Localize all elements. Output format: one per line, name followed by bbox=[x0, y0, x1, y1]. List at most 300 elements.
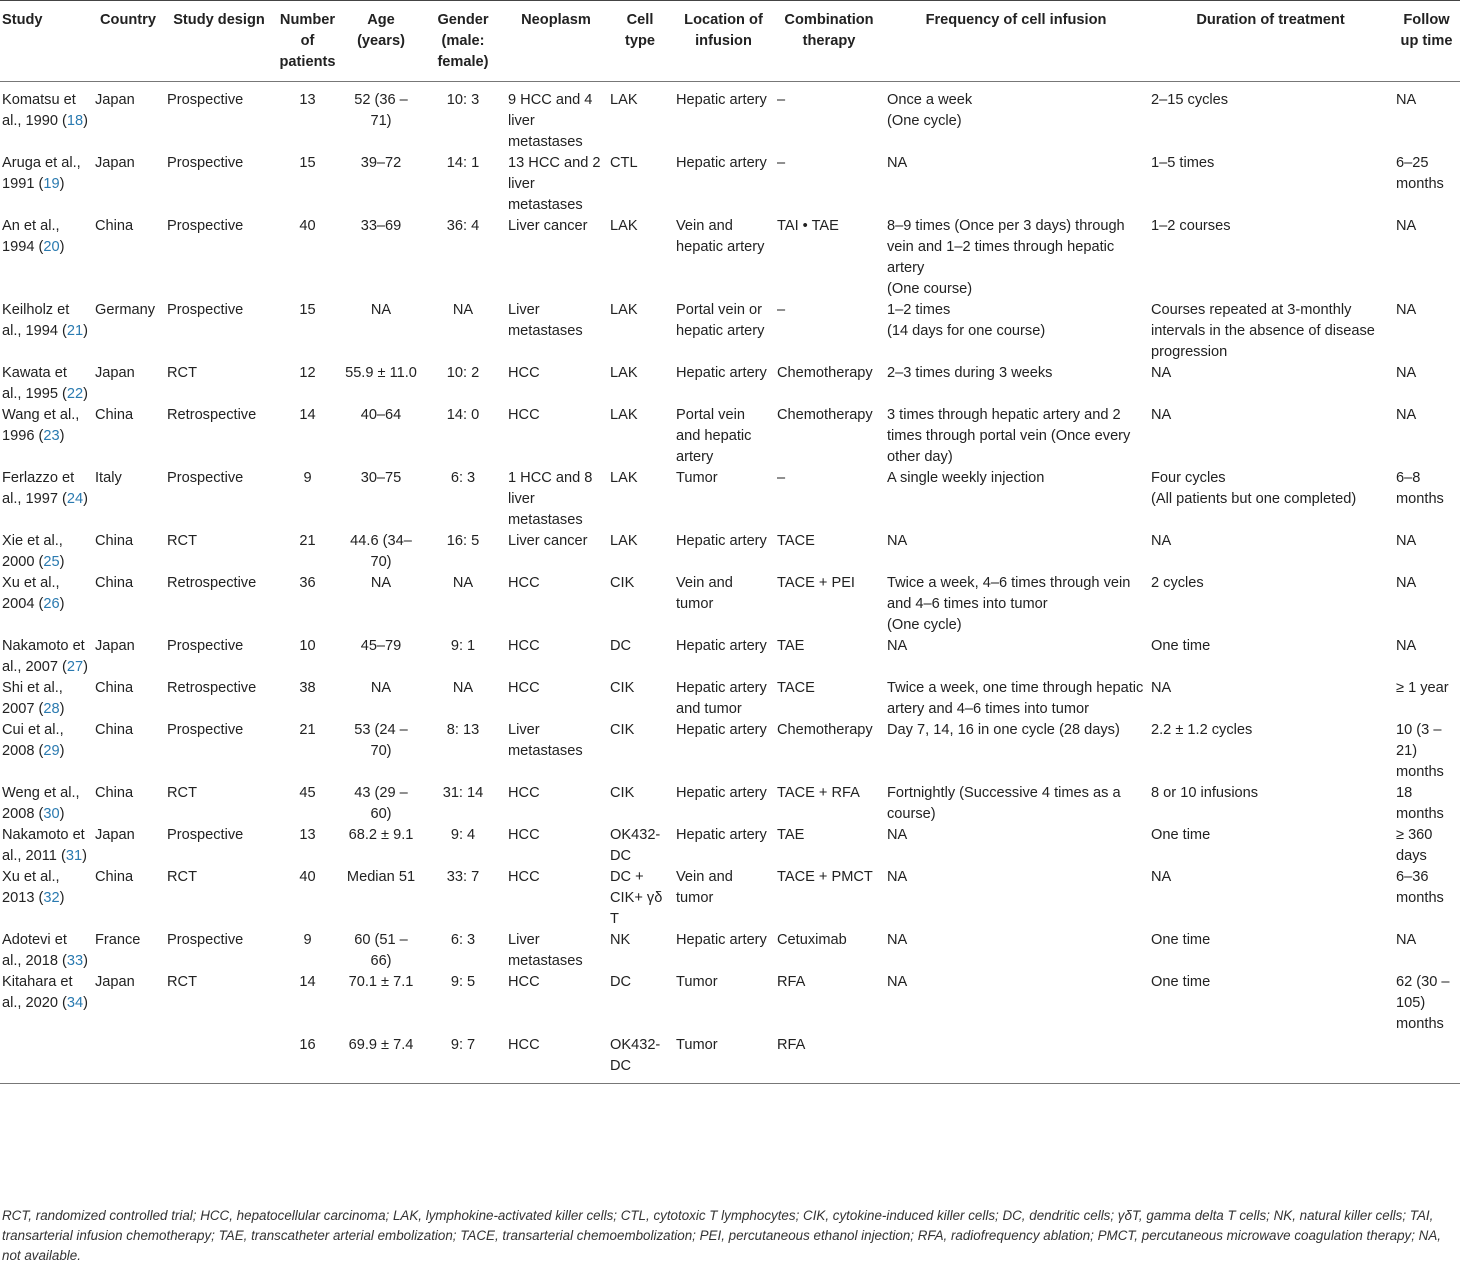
cell-location: Hepatic artery bbox=[676, 365, 767, 381]
cell-gender: 6: 3 bbox=[450, 932, 476, 948]
cell-combo: Chemotherapy bbox=[777, 365, 873, 381]
cell-n: 21 bbox=[299, 722, 316, 738]
cell-duration: 8 or 10 infusions bbox=[1151, 785, 1259, 801]
cell-cell: LAK bbox=[610, 92, 638, 108]
col-header: Study bbox=[0, 1, 92, 82]
study-name: Xie et al., 2000 bbox=[2, 533, 63, 570]
cell-n: 14 bbox=[299, 407, 316, 423]
cell-country: France bbox=[95, 932, 141, 948]
cell-age: NA bbox=[370, 680, 392, 696]
cell-design: RCT bbox=[167, 974, 197, 990]
cell-neoplasm: Liver metastases bbox=[508, 302, 583, 339]
cell-design: Prospective bbox=[167, 92, 244, 108]
col-header: Study design bbox=[164, 1, 274, 82]
cell-neoplasm: 9 HCC and 4 liver metastases bbox=[508, 92, 593, 150]
cell-frequency: A single weekly injection bbox=[887, 470, 1045, 486]
cell-n: 13 bbox=[299, 827, 316, 843]
cell-gender: 33: 7 bbox=[446, 869, 480, 885]
cell-cell: CIK bbox=[610, 575, 635, 591]
cell-gender: 6: 3 bbox=[450, 470, 476, 486]
cell-gender: 9: 5 bbox=[450, 974, 476, 990]
cell-cell: DC bbox=[610, 974, 632, 990]
cell-country bbox=[92, 1035, 164, 1084]
cell-gender: 9: 4 bbox=[450, 827, 476, 843]
cell-neoplasm: Liver metastases bbox=[508, 722, 583, 759]
reference-link[interactable]: 24 bbox=[66, 491, 84, 507]
cell-age: 69.9 ± 7.4 bbox=[341, 1035, 421, 1084]
cell-age: 39–72 bbox=[360, 155, 402, 171]
cell-study: Shi et al., 2007 (28) bbox=[2, 680, 65, 717]
cell-age: 55.9 ± 11.0 bbox=[345, 365, 417, 381]
cell-location: Hepatic artery bbox=[676, 155, 767, 171]
table-footnote: RCT, randomized controlled trial; HCC, hepatocellular carcinoma; LAK, lymphokine-activated killer cells; CTL, cytotoxic T lymphocytes; CIK, cytokine-induced killer cells; DC, dendritic cells; γδT, gamma delta T cells; NK, natural killer cells; TAI, transarterial infusion chemotherapy; TAE, transcatheter arterial embolization; TACE, transarterial chemoembolization; PEI, percutaneous ethanol injection; RFA, radiofrequency ablation; PMCT, percutaneous microwave coagulation therapy; NA, not available. bbox=[2, 1208, 1441, 1263]
cell-combo: RFA bbox=[774, 1035, 884, 1084]
cell-frequency: NA bbox=[887, 638, 908, 654]
cell-country: Japan bbox=[95, 827, 135, 843]
cell-combo: – bbox=[777, 302, 786, 318]
cell-duration: One time bbox=[1151, 638, 1211, 654]
cell-country: China bbox=[95, 869, 134, 885]
cell-frequency: 8–9 times (Once per 3 days) through vein and 1–2 times through hepatic artery (One course) bbox=[887, 218, 1125, 297]
cell-country: China bbox=[95, 575, 134, 591]
cell-cell: LAK bbox=[610, 218, 638, 234]
cell-gender: 9: 1 bbox=[450, 638, 476, 654]
cell-cell: LAK bbox=[610, 407, 638, 423]
cell-followup: NA bbox=[1396, 638, 1417, 654]
cell-country: China bbox=[95, 680, 134, 696]
cell-followup: ≥ 360 days bbox=[1396, 827, 1433, 864]
cell-age: 60 (51 –66) bbox=[354, 932, 408, 969]
cell-combo: – bbox=[777, 92, 786, 108]
cell-frequency: Once a week (One cycle) bbox=[887, 92, 973, 129]
cell-gender: 10: 3 bbox=[446, 92, 480, 108]
cell-location: Portal vein or hepatic artery bbox=[676, 302, 765, 339]
col-header: Country bbox=[92, 1, 164, 82]
cell-location: Hepatic artery bbox=[676, 92, 767, 108]
cell-frequency bbox=[884, 1035, 1148, 1084]
cell-gender: 36: 4 bbox=[446, 218, 480, 234]
cell-n: 45 bbox=[299, 785, 316, 801]
reference-link[interactable]: 23 bbox=[43, 428, 60, 444]
cell-design: Prospective bbox=[167, 932, 244, 948]
study-name: Wang et al., 1996 bbox=[2, 407, 80, 444]
cell-followup: NA bbox=[1396, 407, 1417, 423]
col-header: Gender (male: female) bbox=[421, 1, 505, 82]
cell-age: 53 (24 –70) bbox=[354, 722, 408, 759]
cell-frequency: NA bbox=[887, 533, 908, 549]
cell-study: Ferlazzo et al., 1997 (24) bbox=[2, 470, 89, 507]
cell-gender: 14: 1 bbox=[446, 155, 480, 171]
cell-followup: NA bbox=[1396, 92, 1417, 108]
cell-combo: TACE + RFA bbox=[777, 785, 860, 801]
cell-neoplasm: 1 HCC and 8 liver metastases bbox=[508, 470, 593, 528]
cell-design: Prospective bbox=[167, 470, 244, 486]
study-name: Weng et al., 2008 bbox=[2, 785, 80, 822]
cell-cell: DC + CIK+ γδ T bbox=[610, 869, 663, 927]
cell-age: 68.2 ± 9.1 bbox=[348, 827, 414, 843]
study-name: Cui et al., 2008 bbox=[2, 722, 64, 759]
cell-combo: RFA bbox=[777, 974, 806, 990]
table-row bbox=[0, 573, 1460, 636]
cell-neoplasm: Liver metastases bbox=[508, 932, 583, 969]
cell-cell: LAK bbox=[610, 302, 638, 318]
col-header: Follow up time bbox=[1393, 1, 1460, 82]
cell-gender: NA bbox=[452, 302, 474, 318]
table-row bbox=[0, 468, 1460, 531]
cell-design: Prospective bbox=[167, 155, 244, 171]
cell-neoplasm: HCC bbox=[508, 680, 540, 696]
reference-link[interactable]: 19 bbox=[43, 176, 60, 192]
cell-cell: LAK bbox=[610, 365, 638, 381]
cell-country: China bbox=[95, 407, 134, 423]
study-name: Ferlazzo et al., 1997 bbox=[2, 470, 75, 507]
cell-n: 38 bbox=[299, 680, 316, 696]
cell-design: Prospective bbox=[167, 827, 244, 843]
cell-study: Xie et al., 2000 (25) bbox=[2, 533, 65, 570]
cell-location: Vein and hepatic artery bbox=[676, 218, 765, 255]
table-row bbox=[0, 1035, 1460, 1084]
cell-design: Retrospective bbox=[167, 575, 257, 591]
cell-frequency: NA bbox=[887, 827, 908, 843]
study-name: Keilholz et al., 1994 bbox=[2, 302, 70, 339]
cell-design: Prospective bbox=[167, 722, 244, 738]
cell-frequency: Twice a week, 4–6 times through vein and 4–6 times into tumor (One cycle) bbox=[887, 575, 1131, 633]
cell-neoplasm: HCC bbox=[508, 365, 540, 381]
cell-study: An et al., 1994 (20) bbox=[2, 218, 65, 255]
cell-neoplasm: HCC bbox=[508, 974, 540, 990]
cell-duration: NA bbox=[1151, 869, 1172, 885]
table-row bbox=[0, 405, 1460, 468]
cell-study: Weng et al., 2008 (30) bbox=[2, 785, 80, 822]
cell-gender: 9: 7 bbox=[421, 1035, 505, 1084]
col-header: Neoplasm bbox=[505, 1, 607, 82]
cell-country: Japan bbox=[95, 92, 135, 108]
reference-link[interactable]: 29 bbox=[43, 743, 60, 759]
table-body bbox=[0, 82, 1460, 1084]
study-name: Xu et al., 2013 bbox=[2, 869, 60, 906]
cell-study bbox=[0, 1035, 92, 1084]
cell-duration: NA bbox=[1151, 407, 1172, 423]
cell-n: 14 bbox=[299, 974, 316, 990]
cell-age: NA bbox=[370, 575, 392, 591]
cell-design: Prospective bbox=[167, 638, 244, 654]
cell-study: Xu et al., 2013 (32) bbox=[2, 869, 65, 906]
cell-frequency: NA bbox=[887, 155, 908, 171]
cell-design: Retrospective bbox=[167, 680, 257, 696]
reference-link[interactable]: 18 bbox=[66, 113, 84, 129]
reference-link[interactable]: 27 bbox=[66, 659, 84, 675]
cell-country: Germany bbox=[95, 302, 156, 318]
col-header: Age (years) bbox=[341, 1, 421, 82]
cell-study: Xu et al., 2004 (26) bbox=[2, 575, 65, 612]
cell-neoplasm: HCC bbox=[508, 869, 540, 885]
cell-country: Japan bbox=[95, 365, 135, 381]
table-row bbox=[0, 531, 1460, 573]
cell-study: Kawata et al., 1995 (22) bbox=[2, 365, 89, 402]
cell-age: Median 51 bbox=[346, 869, 416, 885]
col-header: Frequency of cell infusion bbox=[884, 1, 1148, 82]
table-row bbox=[0, 972, 1460, 1035]
cell-duration: NA bbox=[1151, 365, 1172, 381]
cell-combo: Chemotherapy bbox=[777, 722, 873, 738]
cell-frequency: NA bbox=[887, 932, 908, 948]
reference-link[interactable]: 32 bbox=[43, 890, 60, 906]
cell-combo: Chemotherapy bbox=[777, 407, 873, 423]
cell-combo: TACE + PEI bbox=[777, 575, 855, 591]
cell-neoplasm: HCC bbox=[508, 785, 540, 801]
cell-duration: Four cycles (All patients but one completed) bbox=[1151, 470, 1357, 507]
cell-n: 21 bbox=[299, 533, 316, 549]
col-header: Location of infusion bbox=[673, 1, 774, 82]
cell-location: Tumor bbox=[673, 1035, 774, 1084]
cell-gender: NA bbox=[452, 575, 474, 591]
cell-neoplasm: 13 HCC and 2 liver metastases bbox=[508, 155, 601, 213]
cell-location: Hepatic artery bbox=[676, 827, 767, 843]
study-name: Nakamoto et al., 2011 bbox=[2, 827, 85, 864]
cell-country: China bbox=[95, 722, 134, 738]
table-row bbox=[0, 678, 1460, 720]
cell-duration: NA bbox=[1151, 680, 1172, 696]
reference-link[interactable]: 28 bbox=[43, 701, 60, 717]
cell-frequency: NA bbox=[887, 974, 908, 990]
cell-location: Hepatic artery bbox=[676, 785, 767, 801]
cell-followup: 6–36 months bbox=[1396, 869, 1444, 906]
cell-age: 70.1 ± 7.1 bbox=[348, 974, 414, 990]
cell-neoplasm: HCC bbox=[508, 575, 540, 591]
cell-duration: 1–5 times bbox=[1151, 155, 1215, 171]
cell-followup: NA bbox=[1396, 365, 1417, 381]
cell-followup bbox=[1393, 1035, 1460, 1084]
cell-combo: TAI • TAE bbox=[777, 218, 839, 234]
cell-age: 33–69 bbox=[360, 218, 402, 234]
cell-duration: One time bbox=[1151, 932, 1211, 948]
reference-link[interactable]: 21 bbox=[66, 323, 84, 339]
study-name: Komatsu et al., 1990 bbox=[2, 92, 76, 129]
cell-location: Hepatic artery bbox=[676, 638, 767, 654]
header-row bbox=[0, 1, 1460, 82]
cell-gender: 8: 13 bbox=[446, 722, 480, 738]
cell-n: 9 bbox=[303, 932, 312, 948]
cell-cell: OK432-DC bbox=[610, 827, 661, 864]
cell-neoplasm: Liver cancer bbox=[508, 533, 588, 549]
reference-link[interactable]: 34 bbox=[66, 995, 84, 1011]
cell-design: Retrospective bbox=[167, 407, 257, 423]
reference-link[interactable]: 20 bbox=[43, 239, 60, 255]
cell-age: 30–75 bbox=[360, 470, 402, 486]
cell-age: 52 (36 –71) bbox=[354, 92, 408, 129]
cell-frequency: 1–2 times (14 days for one course) bbox=[887, 302, 1046, 339]
cell-followup: NA bbox=[1396, 302, 1417, 318]
cell-combo: – bbox=[777, 470, 786, 486]
cell-combo: TAE bbox=[777, 827, 805, 843]
table-row bbox=[0, 216, 1460, 300]
col-header: Combination therapy bbox=[774, 1, 884, 82]
cell-n: 16 bbox=[274, 1035, 341, 1084]
table-row bbox=[0, 363, 1460, 405]
cell-n: 13 bbox=[299, 92, 316, 108]
cell-n: 40 bbox=[299, 218, 316, 234]
cell-gender: 31: 14 bbox=[442, 785, 484, 801]
cell-duration: NA bbox=[1151, 533, 1172, 549]
cell-location: Vein and tumor bbox=[676, 575, 733, 612]
table-row bbox=[0, 300, 1460, 363]
cell-design: Prospective bbox=[167, 218, 244, 234]
col-header: Cell type bbox=[607, 1, 673, 82]
cell-country: China bbox=[95, 533, 134, 549]
cell-gender: 16: 5 bbox=[446, 533, 480, 549]
cell-combo: Cetuximab bbox=[777, 932, 847, 948]
study-name: Xu et al., 2004 bbox=[2, 575, 60, 612]
cell-study: Komatsu et al., 1990 (18) bbox=[2, 92, 89, 129]
col-header: Number of patients bbox=[274, 1, 341, 82]
cell-cell: CIK bbox=[610, 680, 635, 696]
study-name: Shi et al., 2007 bbox=[2, 680, 63, 717]
cell-combo: TACE bbox=[777, 680, 815, 696]
col-header: Duration of treatment bbox=[1148, 1, 1393, 82]
cell-duration bbox=[1148, 1035, 1393, 1084]
cell-country: Italy bbox=[95, 470, 122, 486]
cell-design: RCT bbox=[167, 869, 197, 885]
cell-study: Aruga et al., 1991 (19) bbox=[2, 155, 81, 192]
cell-country: China bbox=[95, 218, 134, 234]
cell-location: Hepatic artery bbox=[676, 533, 767, 549]
cell-n: 15 bbox=[299, 302, 316, 318]
cell-study: Nakamoto et al., 2007 (27) bbox=[2, 638, 89, 675]
study-name: Nakamoto et al., 2007 bbox=[2, 638, 85, 675]
cell-combo: TACE + PMCT bbox=[777, 869, 873, 885]
cell-design: Prospective bbox=[167, 302, 244, 318]
cell-frequency: 3 times through hepatic artery and 2 times through portal vein (Once every other day) bbox=[887, 407, 1131, 465]
cell-combo: – bbox=[777, 155, 786, 171]
cell-study: Keilholz et al., 1994 (21) bbox=[2, 302, 89, 339]
cell-cell: LAK bbox=[610, 470, 638, 486]
cell-age: 43 (29 –60) bbox=[354, 785, 408, 822]
cell-cell: OK432-DC bbox=[607, 1035, 673, 1084]
cell-study: Nakamoto et al., 2011 (31) bbox=[2, 827, 87, 864]
cell-cell: CIK bbox=[610, 722, 635, 738]
cell-frequency: 2–3 times during 3 weeks bbox=[887, 365, 1053, 381]
cell-country: Japan bbox=[95, 974, 135, 990]
cell-location: Tumor bbox=[676, 470, 718, 486]
cell-study: Wang et al., 1996 (23) bbox=[2, 407, 80, 444]
cell-cell: DC bbox=[610, 638, 632, 654]
cell-followup: NA bbox=[1396, 533, 1417, 549]
cell-design: RCT bbox=[167, 785, 197, 801]
cell-n: 40 bbox=[299, 869, 316, 885]
cell-study: Cui et al., 2008 (29) bbox=[2, 722, 65, 759]
cell-followup: ≥ 1 year bbox=[1396, 680, 1449, 696]
reference-link[interactable]: 22 bbox=[66, 386, 84, 402]
cell-cell: CTL bbox=[610, 155, 638, 171]
cell-neoplasm: HCC bbox=[508, 407, 540, 423]
cell-duration: 2–15 cycles bbox=[1151, 92, 1229, 108]
cell-cell: CIK bbox=[610, 785, 635, 801]
cell-age: NA bbox=[370, 302, 392, 318]
cell-combo: TACE bbox=[777, 533, 815, 549]
cell-duration: 2.2 ± 1.2 cycles bbox=[1151, 722, 1253, 738]
cell-cell: NK bbox=[610, 932, 631, 948]
cell-neoplasm: HCC bbox=[508, 827, 540, 843]
reference-link[interactable]: 31 bbox=[65, 848, 83, 864]
cell-country: China bbox=[95, 785, 134, 801]
table-row bbox=[0, 825, 1460, 867]
cell-n: 15 bbox=[299, 155, 316, 171]
cell-combo: TAE bbox=[777, 638, 805, 654]
cell-duration: One time bbox=[1151, 827, 1211, 843]
cell-followup: NA bbox=[1396, 932, 1417, 948]
cell-duration: 1–2 courses bbox=[1151, 218, 1231, 234]
table-row bbox=[0, 82, 1460, 154]
cell-country: Japan bbox=[95, 155, 135, 171]
cell-followup: 18 months bbox=[1396, 785, 1444, 822]
cell-frequency: Fortnightly (Successive 4 times as a course) bbox=[887, 785, 1121, 822]
cell-location: Hepatic artery bbox=[676, 722, 767, 738]
table-row bbox=[0, 867, 1460, 930]
cell-design: RCT bbox=[167, 533, 197, 549]
cell-country: Japan bbox=[95, 638, 135, 654]
table-row bbox=[0, 636, 1460, 678]
cell-location: Portal vein and hepatic artery bbox=[676, 407, 752, 465]
cell-study: Adotevi et al., 2018 (33) bbox=[2, 932, 89, 969]
cell-gender: NA bbox=[452, 680, 474, 696]
cell-age: 44.6 (34–70) bbox=[350, 533, 412, 570]
cell-cell: LAK bbox=[610, 533, 638, 549]
cell-followup: NA bbox=[1396, 218, 1417, 234]
cell-gender: 14: 0 bbox=[446, 407, 480, 423]
cell-design: RCT bbox=[167, 365, 197, 381]
cell-frequency: Day 7, 14, 16 in one cycle (28 days) bbox=[887, 722, 1120, 738]
cell-study: Kitahara et al., 2020 (34) bbox=[2, 974, 89, 1011]
cell-followup: 10 (3 –21) months bbox=[1396, 722, 1444, 780]
cell-frequency: NA bbox=[887, 869, 908, 885]
cell-design bbox=[164, 1035, 274, 1084]
cell-n: 9 bbox=[303, 470, 312, 486]
cell-followup: 62 (30 –105) months bbox=[1396, 974, 1450, 1032]
cell-n: 12 bbox=[299, 365, 316, 381]
study-name: An et al., 1994 bbox=[2, 218, 60, 255]
cell-age: 45–79 bbox=[360, 638, 402, 654]
cell-followup: 6–8 months bbox=[1396, 470, 1444, 507]
study-name: Aruga et al., 1991 bbox=[2, 155, 81, 192]
table-row bbox=[0, 930, 1460, 972]
cell-gender: 10: 2 bbox=[446, 365, 480, 381]
study-name: Kawata et al., 1995 bbox=[2, 365, 67, 402]
cell-duration: 2 cycles bbox=[1151, 575, 1204, 591]
table-row bbox=[0, 720, 1460, 783]
cell-neoplasm: HCC bbox=[508, 638, 540, 654]
cell-location: Hepatic artery bbox=[676, 932, 767, 948]
table-row bbox=[0, 783, 1460, 825]
cell-location: Tumor bbox=[676, 974, 718, 990]
cell-age: 40–64 bbox=[360, 407, 402, 423]
reference-link[interactable]: 33 bbox=[66, 953, 84, 969]
cell-neoplasm: Liver cancer bbox=[508, 218, 588, 234]
reference-link[interactable]: 26 bbox=[43, 596, 60, 612]
cell-followup: 6–25 months bbox=[1396, 155, 1444, 192]
cell-location: Hepatic artery and tumor bbox=[676, 680, 767, 717]
study-name: Kitahara et al., 2020 bbox=[2, 974, 73, 1011]
reference-link[interactable]: 25 bbox=[43, 554, 60, 570]
table-row bbox=[0, 153, 1460, 216]
reference-link[interactable]: 30 bbox=[43, 806, 60, 822]
study-name: Adotevi et al., 2018 bbox=[2, 932, 67, 969]
cell-n: 10 bbox=[299, 638, 316, 654]
cell-neoplasm: HCC bbox=[505, 1035, 607, 1084]
cell-n: 36 bbox=[299, 575, 316, 591]
cell-frequency: Twice a week, one time through hepatic artery and 4–6 times into tumor bbox=[887, 680, 1144, 717]
cell-followup: NA bbox=[1396, 575, 1417, 591]
cell-location: Vein and tumor bbox=[676, 869, 733, 906]
